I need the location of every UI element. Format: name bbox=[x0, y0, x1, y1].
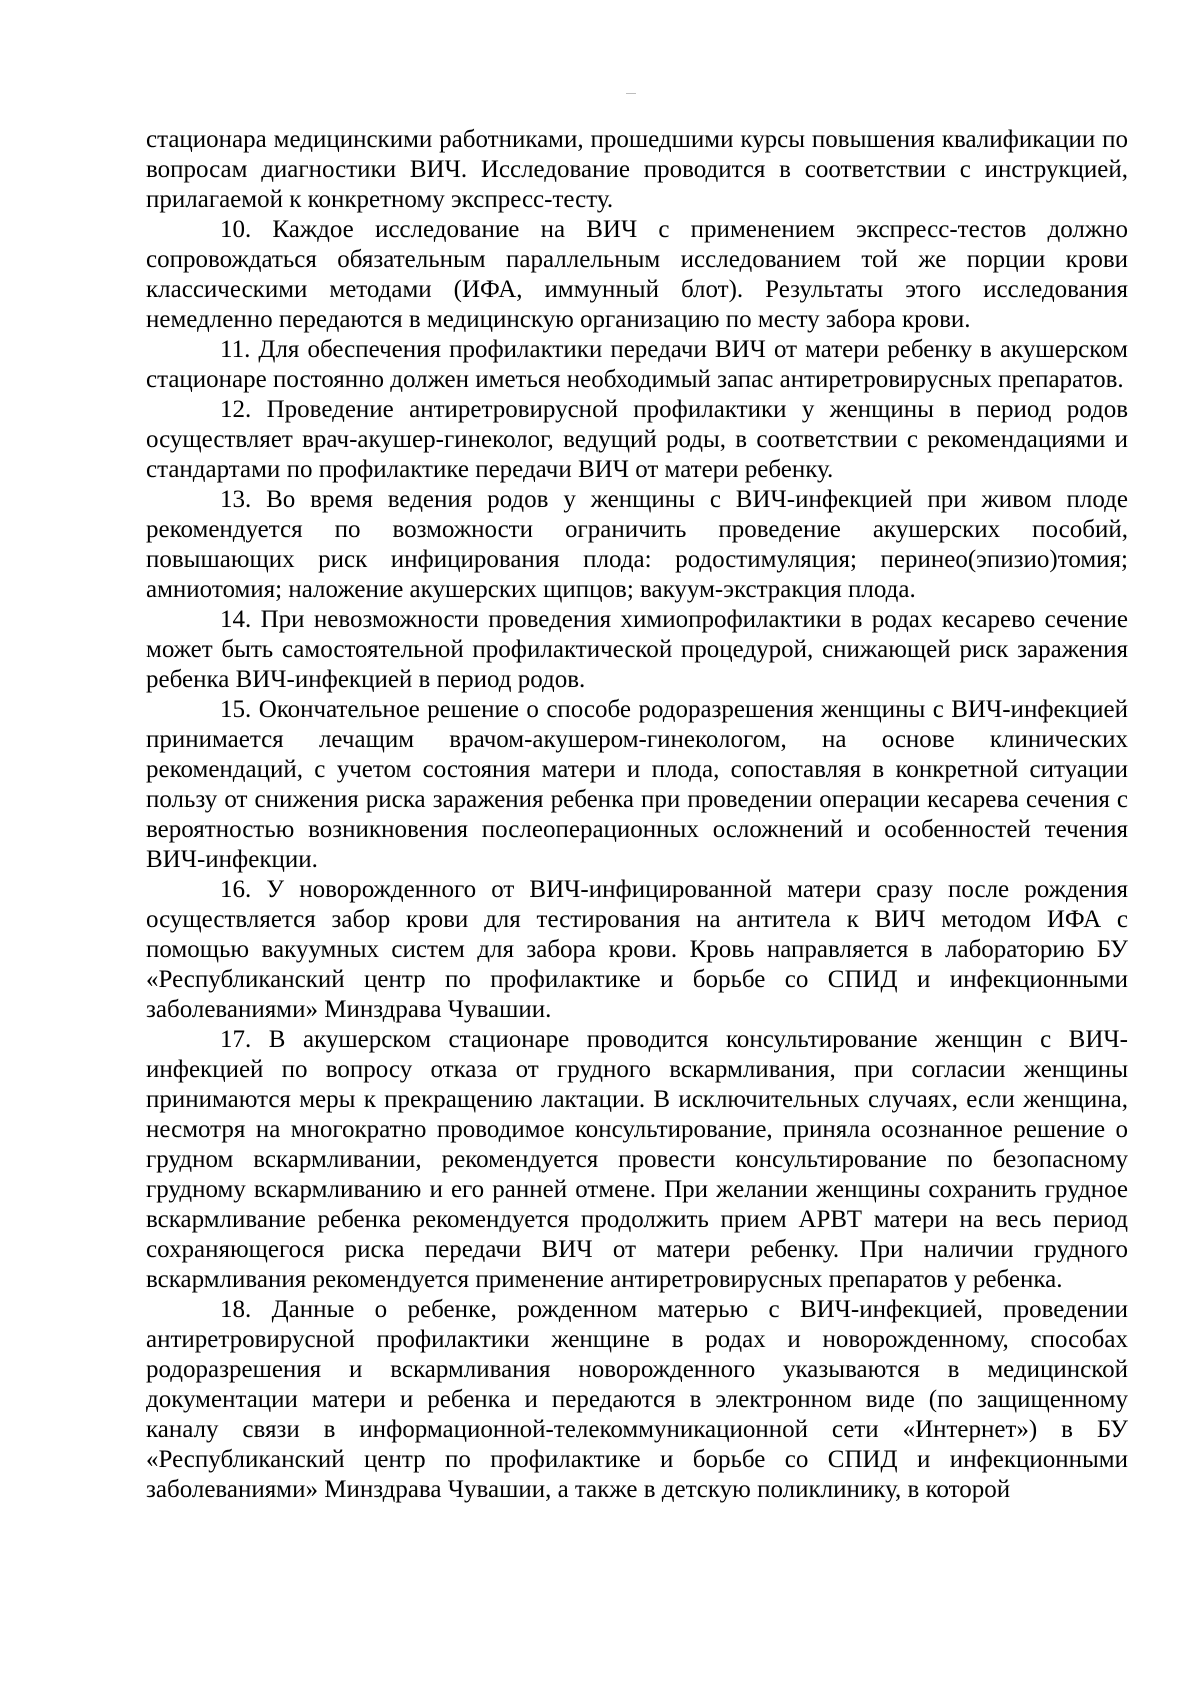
paragraph-18: 18. Данные о ребенке, рожденном матерью с ВИЧ-инфекцией, проведении антиретровирусной профилактики женщине в родах и новорожденному, способах родоразрешения и вскармливания новорожденного указываются в медицинской документации матери и ребенка и передаются в электронном виде (по защищенному каналу связи в информационной-телекоммуникационной сети «Интернет») в БУ «Республиканский центр по профилактике и борьбе со СПИД и инфекционными заболеваниями» Минздрава Чувашии, а также в детскую поликлинику, в которой bbox=[146, 1296, 1128, 1503]
paragraph-10: 10. Каждое исследование на ВИЧ с применением экспресс-тестов должно сопровождаться обязательным параллельным исследованием той же порции крови классическими методами (ИФА, иммунный блот). Результаты этого исследования немедленно передаются в медицинскую организацию по месту забора крови. bbox=[146, 216, 1128, 333]
paragraph-13: 13. Во время ведения родов у женщины с ВИЧ-инфекцией при живом плоде рекомендуется по возможности ограничить проведение акушерских пособий, повышающих риск инфицирования плода: родостимуляция; перинео(эпизио)томия; амниотомия; наложение акушерских щипцов; вакуум-экстракция плода. bbox=[146, 486, 1128, 603]
paragraph-16: 16. У новорожденного от ВИЧ-инфицированной матери сразу после рождения осуществляется забор крови для тестирования на антитела к ВИЧ методом ИФА с помощью вакуумных систем для забора крови. Кровь направляется в лабораторию БУ «Республиканский центр по профилактике и борьбе со СПИД и инфекционными заболеваниями» Минздрава Чувашии. bbox=[146, 876, 1128, 1023]
paragraph-14: 14. При невозможности проведения химиопрофилактики в родах кесарево сечение может быть самостоятельной профилактической процедурой, снижающей риск заражения ребенка ВИЧ-инфекцией в период родов. bbox=[146, 606, 1128, 693]
paragraph-17: 17. В акушерском стационаре проводится консультирование женщин с ВИЧ-инфекцией по вопросу отказа от грудного вскармливания, при согласии женщины принимаются меры к прекращению лактации. В исключительных случаях, если женщина, несмотря на многократно проводимое консультирование, приняла осознанное решение о грудном вскармливании, рекомендуется провести консультирование по безопасному грудному вскармливанию и его ранней отмене. При желании женщины сохранить грудное вскармливание ребенка рекомендуется продолжить прием АРВТ матери на весь период сохраняющегося риска передачи ВИЧ от матери ребенку. При наличии грудного вскармливания рекомендуется применение антиретровирусных препаратов у ребенка. bbox=[146, 1026, 1128, 1293]
paragraph-15: 15. Окончательное решение о способе родоразрешения женщины с ВИЧ-инфекцией принимается лечащим врачом-акушером-гинекологом, на основе клинических рекомендаций, с учетом состояния матери и плода, сопоставляя в конкретной ситуации пользу от снижения риска заражения ребенка при проведении операции кесарева сечения с вероятностью возникновения послеоперационных осложнений и особенностей течения ВИЧ-инфекции. bbox=[146, 696, 1128, 873]
document-body bbox=[146, 125, 1128, 1505]
paragraph-12: 12. Проведение антиретровирусной профилактики у женщины в период родов осуществляет врач-акушер-гинеколог, ведущий роды, в соответствии с рекомендациями и стандартами по профилактике передачи ВИЧ от матери ребенку. bbox=[146, 396, 1128, 483]
paragraph-11: 11. Для обеспечения профилактики передачи ВИЧ от матери ребенку в акушерском стационаре постоянно должен иметься необходимый запас антиретровирусных препаратов. bbox=[146, 336, 1128, 393]
paragraph-continuation: стационара медицинскими работниками, прошедшими курсы повышения квалификации по вопросам диагностики ВИЧ. Исследование проводится в соответствии с инструкцией, прилагаемой к конкретному экспресс-тесту. bbox=[146, 126, 1128, 213]
page-mark bbox=[626, 93, 636, 94]
